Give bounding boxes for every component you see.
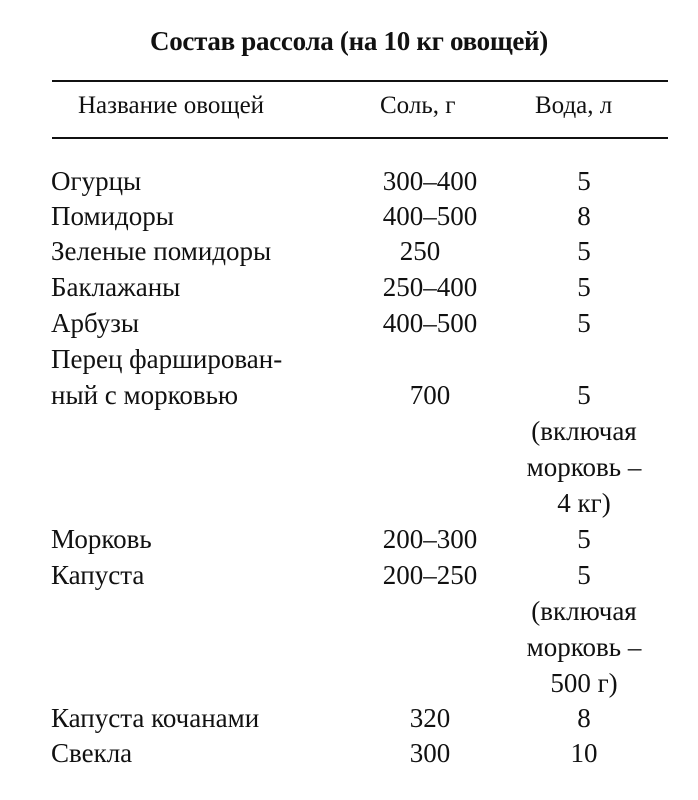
vegetable-name-line1: Перец фарширован- — [51, 344, 283, 374]
salt-amount: 250 — [399, 236, 441, 266]
table-row — [0, 344, 698, 380]
water-amount: 8 — [577, 201, 591, 231]
vegetable-name: Капуста кочанами — [51, 703, 260, 733]
table-row — [0, 201, 698, 237]
table-row — [0, 272, 698, 308]
vegetable-name: Помидоры — [51, 201, 174, 231]
salt-amount: 250–400 — [382, 272, 478, 302]
water-note: (включая — [531, 416, 637, 446]
header-salt: Соль, г — [380, 92, 456, 119]
header-bottom-rule — [52, 137, 668, 139]
salt-amount: 300–400 — [382, 166, 478, 196]
vegetable-name: Баклажаны — [51, 272, 181, 302]
table-row — [0, 236, 698, 272]
table-row-note — [0, 452, 698, 488]
water-note: морковь – — [526, 632, 642, 662]
vegetable-name-line2: ный с морковью — [51, 380, 239, 410]
water-note: (включая — [531, 596, 637, 626]
water-amount: 5 — [577, 272, 591, 302]
water-amount: 5 — [577, 166, 591, 196]
salt-amount: 400–500 — [382, 308, 478, 338]
water-amount: 5 — [577, 308, 591, 338]
table-row-note — [0, 596, 698, 632]
vegetable-name: Капуста — [51, 560, 145, 590]
salt-amount: 320 — [409, 703, 451, 733]
water-note: морковь – — [526, 452, 642, 482]
vegetable-name: Огурцы — [51, 166, 142, 196]
table-row — [0, 738, 698, 774]
water-amount: 5 — [577, 236, 591, 266]
salt-amount: 300 — [409, 738, 451, 768]
table-row — [0, 703, 698, 739]
table-row-note — [0, 632, 698, 668]
table-row — [0, 308, 698, 344]
water-amount: 10 — [570, 738, 598, 768]
header-vegetable-name: Название овощей — [78, 92, 265, 119]
table-row — [0, 380, 698, 416]
header-top-rule — [52, 80, 668, 82]
salt-amount: 200–300 — [382, 524, 478, 554]
table-title: Состав рассола (на 10 кг овощей) — [150, 26, 548, 56]
table-row — [0, 166, 698, 202]
water-note: 500 г) — [550, 668, 618, 698]
water-note: 4 кг) — [557, 488, 611, 518]
salt-amount: 400–500 — [382, 201, 478, 231]
salt-amount: 700 — [409, 380, 451, 410]
table-row-note — [0, 668, 698, 704]
vegetable-name: Зеленые помидоры — [51, 236, 272, 266]
table-row — [0, 560, 698, 596]
water-amount: 5 — [577, 380, 591, 410]
table-row — [0, 524, 698, 560]
vegetable-name: Арбузы — [51, 308, 140, 338]
water-amount: 8 — [577, 703, 591, 733]
header-water: Вода, л — [535, 92, 613, 119]
water-amount: 5 — [577, 524, 591, 554]
table-row-note — [0, 416, 698, 452]
salt-amount: 200–250 — [382, 560, 478, 590]
vegetable-name: Свекла — [51, 738, 133, 768]
table-row-note — [0, 488, 698, 524]
vegetable-name: Морковь — [51, 524, 152, 554]
water-amount: 5 — [577, 560, 591, 590]
